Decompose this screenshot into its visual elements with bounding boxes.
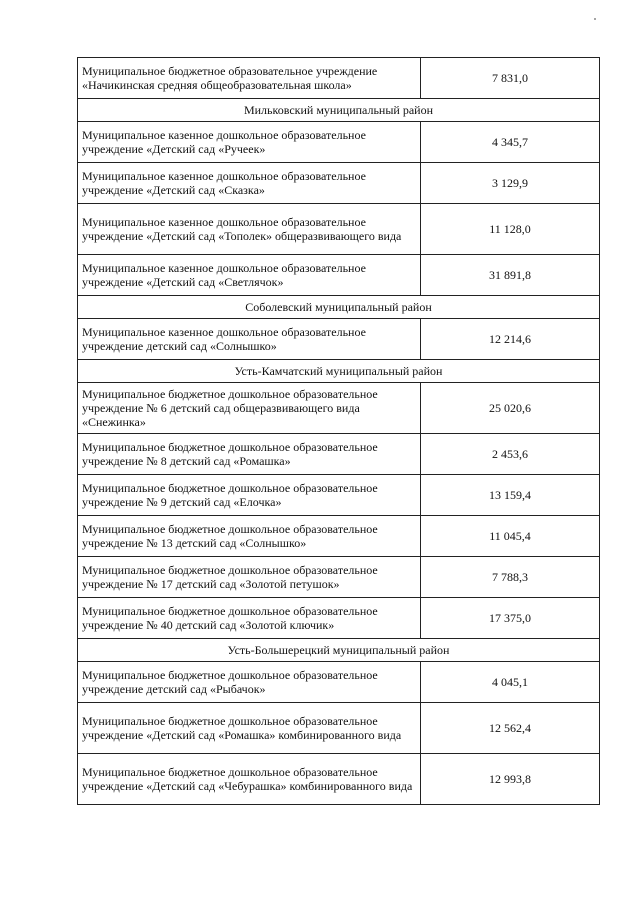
amount-value: 17 375,0 [421, 598, 600, 639]
institution-name: Муниципальное казенное дошкольное образовательное учреждение детский сад «Солнышко» [78, 319, 421, 360]
institution-name: Муниципальное казенное дошкольное образовательное учреждение «Детский сад «Тополек» общеразвивающего вида [78, 204, 421, 255]
table-row [78, 434, 600, 475]
region-name: Мильковский муниципальный район [78, 99, 600, 122]
institution-name: Муниципальное бюджетное образовательное учреждение «Начикинская средняя общеобразовательная школа» [78, 58, 421, 99]
table-row [78, 58, 600, 99]
table-row [78, 754, 600, 805]
institution-name: Муниципальное бюджетное дошкольное образовательное учреждение № 17 детский сад «Золотой петушок» [78, 557, 421, 598]
amount-value: 4 345,7 [421, 122, 600, 163]
amount-value: 12 214,6 [421, 319, 600, 360]
amount-value: 4 045,1 [421, 662, 600, 703]
scan-dot [594, 18, 596, 20]
amount-value: 25 020,6 [421, 383, 600, 434]
institution-name: Муниципальное бюджетное дошкольное образовательное учреждение № 6 детский сад общеразвивающего вида «Снежинка» [78, 383, 421, 434]
table-row [78, 255, 600, 296]
institution-name: Муниципальное бюджетное дошкольное образовательное учреждение № 8 детский сад «Ромашка» [78, 434, 421, 475]
amount-value: 2 453,6 [421, 434, 600, 475]
region-name: Усть-Большерецкий муниципальный район [78, 639, 600, 662]
amount-value: 7 831,0 [421, 58, 600, 99]
institution-name: Муниципальное бюджетное дошкольное образовательное учреждение детский сад «Рыбачок» [78, 662, 421, 703]
amount-value: 11 045,4 [421, 516, 600, 557]
region-header-row [78, 360, 600, 383]
institution-name: Муниципальное казенное дошкольное образовательное учреждение «Детский сад «Ручеек» [78, 122, 421, 163]
institution-name: Муниципальное бюджетное дошкольное образовательное учреждение «Детский сад «Чебурашка» комбинированного вида [78, 754, 421, 805]
table-row [78, 383, 600, 434]
region-name: Усть-Камчатский муниципальный район [78, 360, 600, 383]
table-row [78, 122, 600, 163]
institution-name: Муниципальное бюджетное дошкольное образовательное учреждение «Детский сад «Ромашка» комбинированного вида [78, 703, 421, 754]
table-row [78, 204, 600, 255]
amount-value: 13 159,4 [421, 475, 600, 516]
institution-name: Муниципальное бюджетное дошкольное образовательное учреждение № 9 детский сад «Елочка» [78, 475, 421, 516]
budget-table [77, 57, 600, 805]
table-row [78, 662, 600, 703]
table-row [78, 516, 600, 557]
amount-value: 7 788,3 [421, 557, 600, 598]
institution-name: Муниципальное казенное дошкольное образовательное учреждение «Детский сад «Сказка» [78, 163, 421, 204]
institution-name: Муниципальное казенное дошкольное образовательное учреждение «Детский сад «Светлячок» [78, 255, 421, 296]
table-row [78, 163, 600, 204]
table-row [78, 703, 600, 754]
region-header-row [78, 99, 600, 122]
table-row [78, 475, 600, 516]
amount-value: 11 128,0 [421, 204, 600, 255]
institution-name: Муниципальное бюджетное дошкольное образовательное учреждение № 40 детский сад «Золотой ключик» [78, 598, 421, 639]
region-header-row [78, 639, 600, 662]
region-name: Соболевский муниципальный район [78, 296, 600, 319]
budget-table-body [78, 58, 600, 805]
institution-name: Муниципальное бюджетное дошкольное образовательное учреждение № 13 детский сад «Солнышко» [78, 516, 421, 557]
table-row [78, 557, 600, 598]
table-row [78, 319, 600, 360]
amount-value: 3 129,9 [421, 163, 600, 204]
amount-value: 12 562,4 [421, 703, 600, 754]
amount-value: 31 891,8 [421, 255, 600, 296]
amount-value: 12 993,8 [421, 754, 600, 805]
region-header-row [78, 296, 600, 319]
table-row [78, 598, 600, 639]
